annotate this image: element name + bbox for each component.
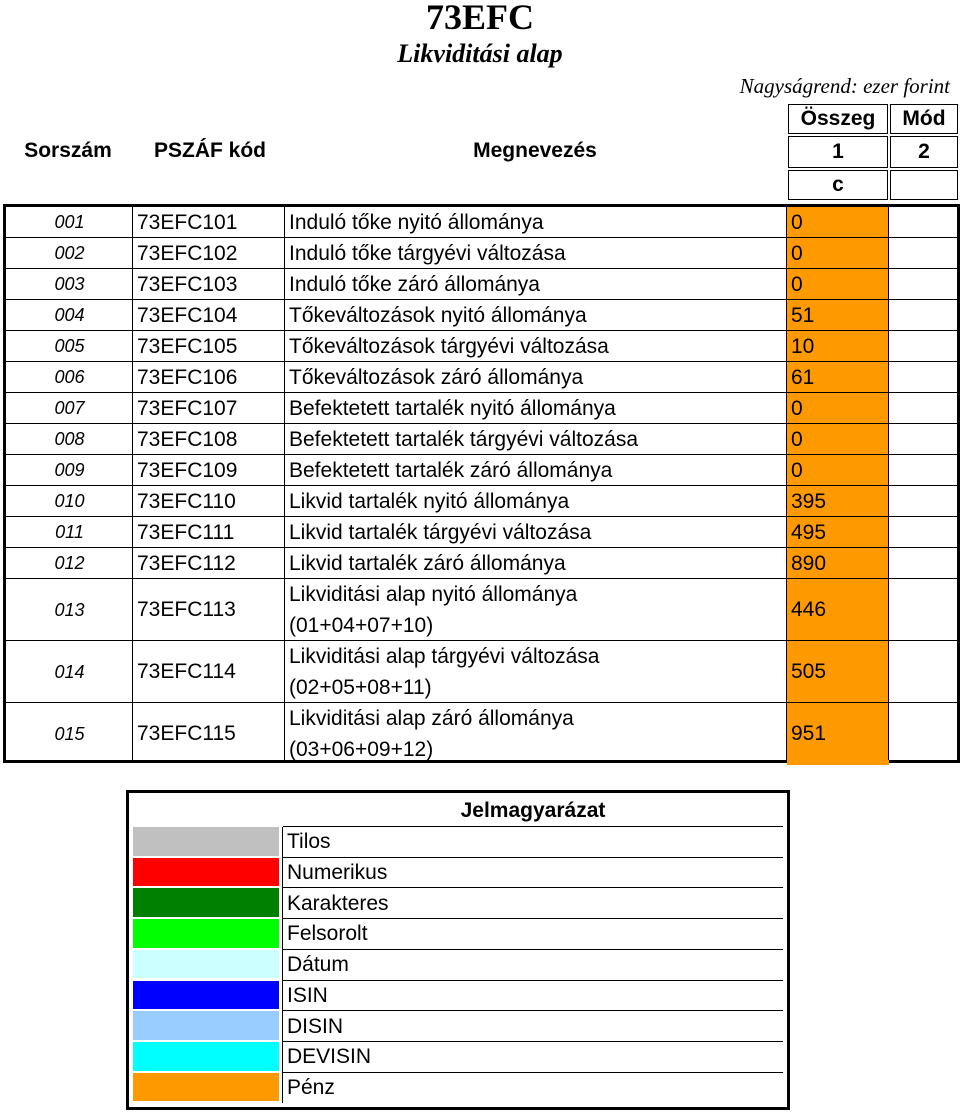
table-row [6,548,957,579]
mod-cell [889,579,957,641]
column-divider [284,207,285,760]
legend-swatch [133,950,279,979]
mod-cell [889,703,957,765]
pszaf-code: 73EFC102 [137,241,238,265]
amount-value: 0 [787,269,889,300]
mod-cell [889,238,957,269]
row-number: 008 [54,429,85,449]
item-formula: (01+04+07+10) [289,614,434,637]
pszaf-code: 73EFC101 [137,210,238,234]
amount-value: 505 [787,641,889,703]
table-row [6,362,957,393]
table-row [6,331,957,362]
legend-label: Felsorolt [287,922,368,946]
legend-title: Jelmagyarázat [460,799,606,822]
data-table [3,204,960,763]
pszaf-code: 73EFC109 [137,458,238,482]
item-name-line: Likviditási alap tárgyévi változása [289,645,600,668]
legend-swatch [133,1011,279,1040]
item-formula: (03+06+09+12) [289,738,434,761]
item-formula: (02+05+08+11) [289,676,432,699]
pszaf-code: 73EFC107 [137,396,238,420]
amount-value: 51 [787,300,889,331]
pszaf-code: 73EFC114 [137,660,236,683]
header-type-c: c [788,170,888,200]
legend-label: Tilos [287,830,331,854]
pszaf-code: 73EFC110 [137,489,236,513]
amount-value: 951 [787,703,889,765]
amount-value: 446 [787,579,889,641]
amount-value: 10 [787,331,889,362]
item-name: Induló tőke nyitó állománya [289,210,544,234]
row-number: 006 [54,367,85,387]
table-row [6,517,957,548]
table-row [6,486,957,517]
legend-swatch [133,888,279,917]
pszaf-code: 73EFC105 [137,334,238,358]
row-number: 015 [54,723,85,744]
table-row [6,207,957,238]
mod-cell [889,362,957,393]
mod-cell [889,207,957,238]
item-name [285,579,787,641]
legend-swatch [133,981,279,1010]
pszaf-code: 73EFC111 [137,520,235,544]
header-pszaf-kod: PSZÁF kód [153,139,266,162]
legend-swatch [133,827,279,856]
pszaf-code: 73EFC115 [137,722,236,745]
mod-cell [889,486,957,517]
item-name: Tőkeváltozások tárgyévi változása [289,334,609,358]
row-number: 003 [54,274,85,294]
item-name: Likvid tartalék nyitó állománya [289,489,570,513]
legend-label: ISIN [287,983,328,1007]
mod-cell [889,424,957,455]
mod-cell [889,517,957,548]
header-type-blank [890,170,958,200]
table-row [6,579,957,641]
mod-cell [889,300,957,331]
page-subtitle: Likviditási alap [397,39,563,68]
amount-value: 0 [787,207,889,238]
row-number: 014 [54,661,85,682]
legend-column-divider [282,827,283,1103]
legend-swatch [133,919,279,948]
legend-swatch [133,1073,279,1102]
header-mod: Mód [890,104,958,134]
amount-value: 0 [787,393,889,424]
amount-value: 495 [787,517,889,548]
mod-cell [889,269,957,300]
legend-swatch [133,1042,279,1071]
mod-cell [889,331,957,362]
header-sorszam: Sorszám [24,139,112,162]
table-row [6,641,957,703]
row-number: 010 [54,491,85,511]
amount-value: 0 [787,238,889,269]
item-name: Induló tőke tárgyévi változása [289,241,566,265]
item-name: Likvid tartalék záró állománya [289,551,566,575]
mod-cell [889,393,957,424]
table-row [6,424,957,455]
row-number: 009 [54,460,85,480]
amount-value: 61 [787,362,889,393]
column-divider [888,207,889,760]
header-megnevezes: Megnevezés [473,139,597,162]
pszaf-code: 73EFC112 [137,551,236,575]
header-osszeg: Összeg [788,104,888,134]
row-number: 004 [54,305,85,325]
legend-label: Karakteres [287,891,389,915]
header-col-2: 2 [890,136,958,168]
item-name: Likvid tartalék tárgyévi változása [289,520,592,544]
legend-title-divider [283,826,783,827]
item-name: Befektetett tartalék nyitó állománya [289,396,616,420]
row-number: 012 [54,553,85,573]
pszaf-code: 73EFC108 [137,427,238,451]
table-row [6,238,957,269]
header-col-1: 1 [788,136,888,168]
item-name: Befektetett tartalék tárgyévi változása [289,427,639,451]
legend-label: DISIN [287,1014,344,1038]
mod-cell [889,641,957,703]
row-number: 005 [54,336,85,356]
amount-value: 890 [787,548,889,579]
pszaf-code: 73EFC106 [137,365,238,389]
item-name: Induló tőke záró állománya [289,272,540,296]
table-row [6,300,957,331]
column-divider [132,207,133,760]
legend [126,790,790,1110]
row-number: 011 [55,522,84,542]
row-number: 007 [54,398,85,418]
row-number: 001 [54,212,85,232]
table-header [0,100,960,204]
table-row [6,393,957,424]
pszaf-code: 73EFC103 [137,272,238,296]
amount-value: 0 [787,455,889,486]
legend-label: Numerikus [287,861,388,885]
item-name: Tőkeváltozások nyitó állománya [289,303,587,327]
table-row [6,455,957,486]
item-name: Tőkeváltozások záró állománya [289,365,584,389]
item-name: Befektetett tartalék záró állománya [289,458,613,482]
item-name-line: Likviditási alap záró állománya [289,707,574,730]
item-name [285,703,787,765]
legend-label: Pénz [287,1075,335,1099]
unit-note: Nagyságrend: ezer forint [739,74,950,98]
item-name-line: Likviditási alap nyitó állománya [289,583,578,606]
column-divider [786,207,787,760]
row-number: 013 [54,599,85,620]
pszaf-code: 73EFC104 [137,303,238,327]
table-row [6,269,957,300]
item-name [285,641,787,703]
legend-label: DEVISIN [287,1045,372,1069]
row-number: 002 [54,243,85,263]
table-row [6,703,957,765]
pszaf-code: 73EFC113 [137,598,236,621]
page-title: 73EFC [426,0,534,37]
legend-swatch [133,858,279,887]
mod-cell [889,548,957,579]
amount-value: 0 [787,424,889,455]
amount-value: 395 [787,486,889,517]
mod-cell [889,455,957,486]
legend-label: Dátum [287,953,349,977]
